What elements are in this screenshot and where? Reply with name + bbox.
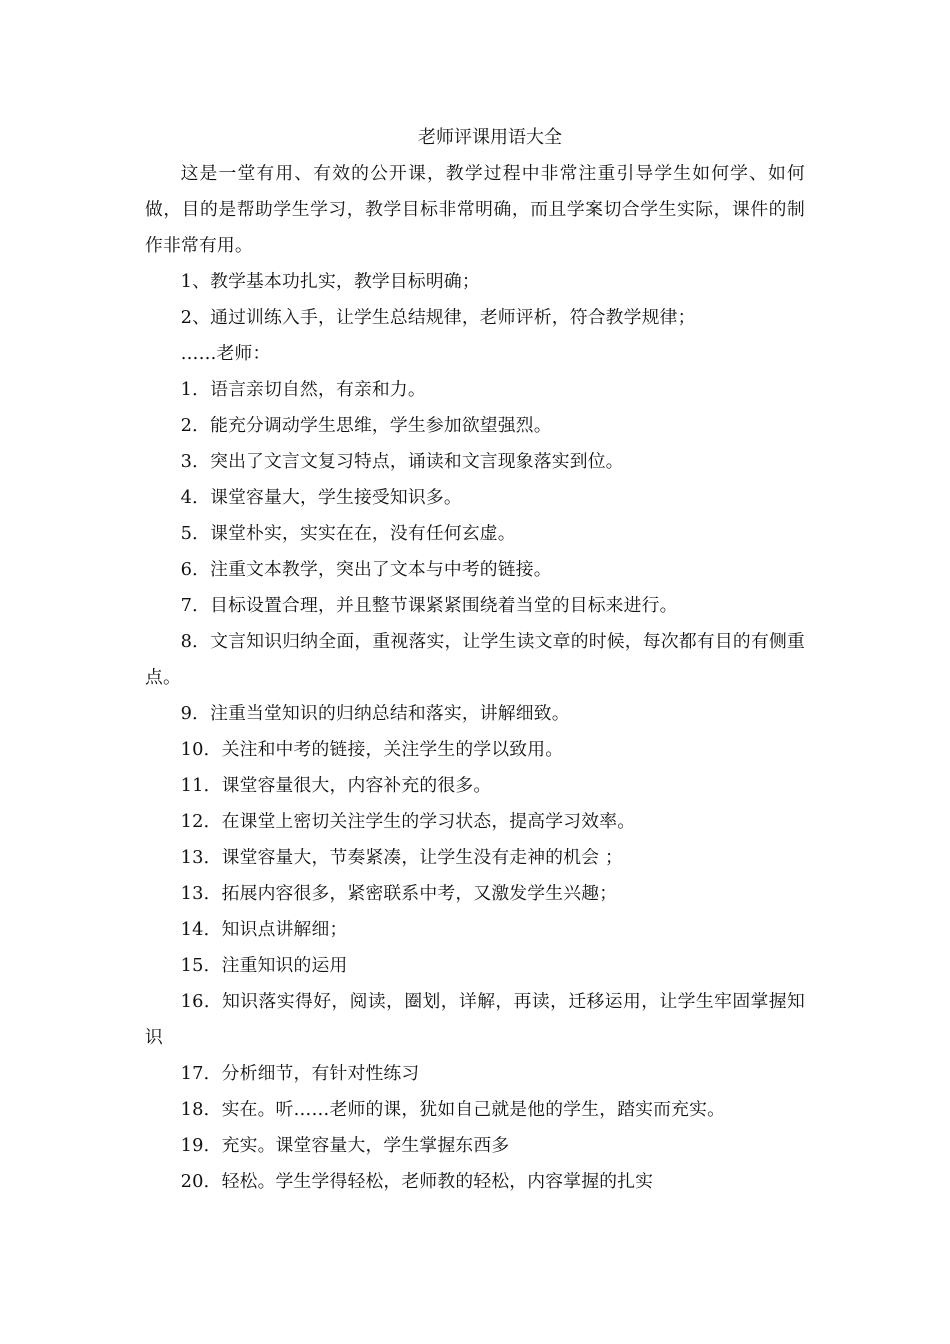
- paragraph-item: 7．目标设置合理，并且整节课紧紧围绕着当堂的目标来进行。: [180, 595, 678, 616]
- paragraph-item: 11．课堂容量很大，内容补充的很多。: [180, 775, 492, 796]
- paragraph-item: 5．课堂朴实，实实在在，没有任何玄虚。: [180, 523, 516, 544]
- paragraph-item: 3．突出了文言文复习特点，诵读和文言现象落实到位。: [180, 451, 624, 472]
- paragraph-item: 6．注重文本教学，突出了文本与中考的链接。: [180, 559, 552, 580]
- paragraph-item: 1．语言亲切自然，有亲和力。: [180, 379, 426, 400]
- paragraph-item: 18．实在。听……老师的课，犹如自己就是他的学生，踏实而充实。: [180, 1099, 726, 1120]
- document-body: [145, 120, 805, 1200]
- paragraph-item: 2、通过训练入手，让学生总结规律，老师评析，符合教学规律；: [180, 307, 696, 328]
- paragraph-item: 12．在课堂上密切关注学生的学习状态，提高学习效率。: [180, 811, 636, 832]
- paragraph-intro: 这是一堂有用、有效的公开课，教学过程中非常注重引导学生如何学、如何做，目的是帮助学生学习，教学目标非常明确，而且学案切合学生实际，课件的制作非常有用。: [145, 163, 805, 256]
- paragraph-item: 4．课堂容量大，学生接受知识多。: [180, 487, 462, 508]
- paragraph-item: 14．知识点讲解细；: [180, 919, 348, 940]
- paragraph-item: 17．分析细节，有针对性练习: [180, 1063, 420, 1084]
- paragraph-item: 9．注重当堂知识的归纳总结和落实，讲解细致。: [180, 703, 570, 724]
- paragraph-item: 13．拓展内容很多，紧密联系中考，又激发学生兴趣；: [180, 883, 618, 904]
- paragraph-item: 1、教学基本功扎实，教学目标明确；: [180, 271, 480, 292]
- paragraph-item: 16．知识落实得好，阅读，圈划，详解，再读，迁移运用，让学生牢固掌握知识: [145, 991, 805, 1048]
- paragraph-heading-teacher: ……老师：: [180, 343, 271, 364]
- paragraph-item: 2．能充分调动学生思维，学生参加欲望强烈。: [180, 415, 552, 436]
- paragraph-item: 15．注重知识的运用: [180, 955, 348, 976]
- document-title: 老师评课用语大全: [418, 127, 562, 148]
- paragraph-item: 19．充实。课堂容量大，学生掌握东西多: [180, 1135, 510, 1156]
- paragraph-item: 13．课堂容量大，节奏紧凑，让学生没有走神的机会 ；: [180, 847, 624, 868]
- paragraph-item: 20．轻松。学生学得轻松，老师教的轻松，内容掌握的扎实: [180, 1171, 654, 1192]
- paragraph-item: 10．关注和中考的链接，关注学生的学以致用。: [180, 739, 564, 760]
- paragraph-item: 8．文言知识归纳全面，重视落实，让学生读文章的时候，每次都有目的有侧重点。: [145, 631, 805, 688]
